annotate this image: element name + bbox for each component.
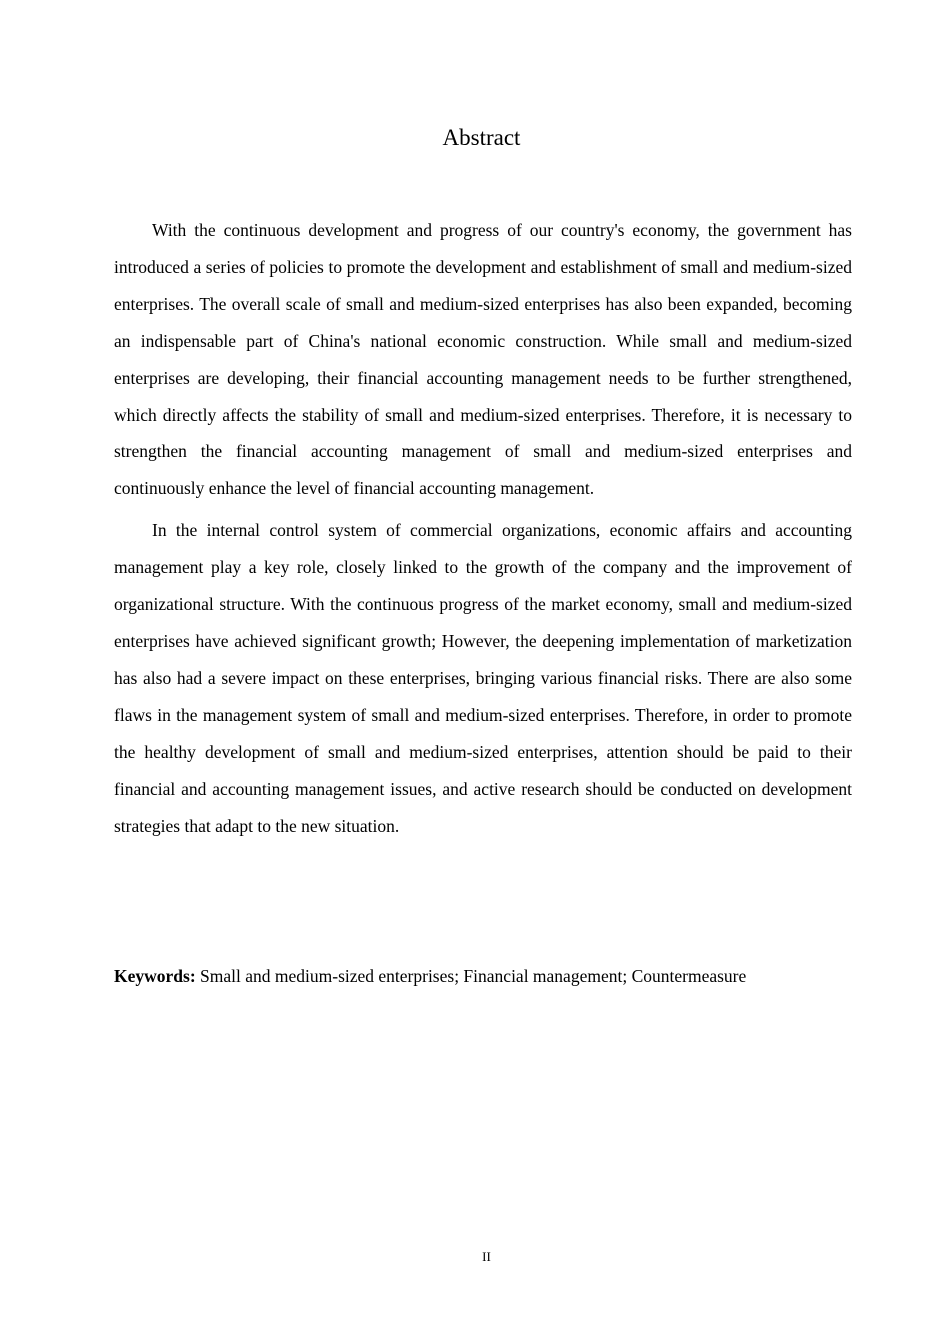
keywords-line [114, 962, 852, 990]
keywords-label: Keywords: [114, 966, 196, 986]
abstract-paragraph-2: In the internal control system of commercial organizations, economic affairs and accounting management play a key role, closely linked to the growth of the company and the improvement of organizational structure. With the continuous progress of the market economy, small and medium-sized enterprises have achieved significant growth; However, the deepening implementation of marketization has also had a severe impact on these enterprises, bringing various financial risks. There are also some flaws in the management system of small and medium-sized enterprises. Therefore, in order to promote the healthy development of small and medium-sized enterprises, attention should be paid to their financial and accounting management issues, and active research should be conducted on development strategies that adapt to the new situation. [114, 520, 852, 836]
keywords-text: Small and medium-sized enterprises; Financial management; Countermeasure [200, 966, 747, 986]
abstract-title: Abstract [442, 125, 521, 150]
page-number: II [482, 1249, 491, 1264]
abstract-paragraph-1: With the continuous development and progress of our country's economy, the government has introduced a series of policies to promote the development and establishment of small and medium-sized enterprises. The overall scale of small and medium-sized enterprises has also been expanded, becoming an indispensable part of China's national economic construction. While small and medium-sized enterprises are developing, their financial accounting management needs to be further strengthened, which directly affects the stability of small and medium-sized enterprises. Therefore, it is necessary to strengthen the financial accounting management of small and medium-sized enterprises and continuously enhance the level of financial accounting management. [114, 220, 852, 499]
abstract-body [114, 212, 852, 849]
